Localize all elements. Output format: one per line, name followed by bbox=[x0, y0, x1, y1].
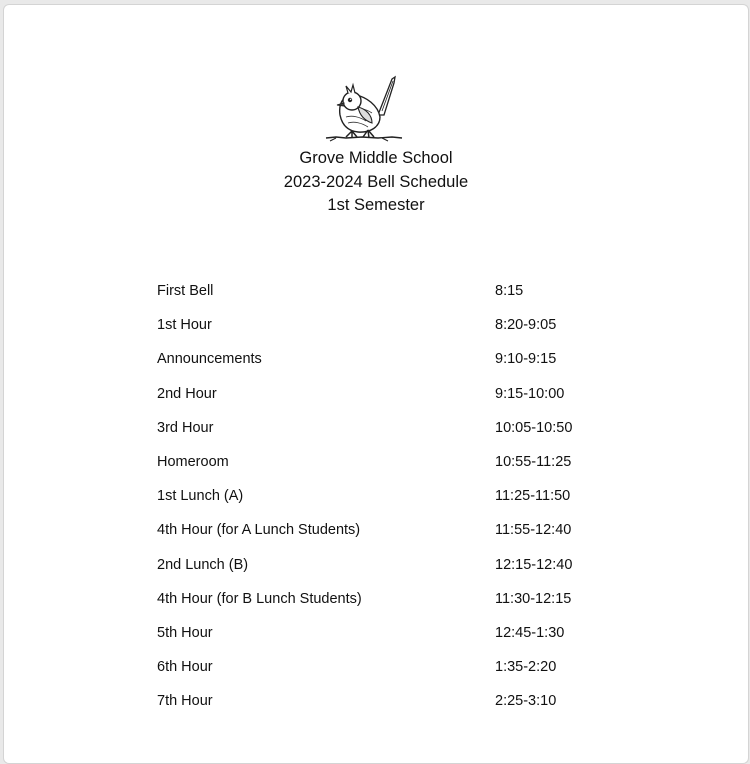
schedule-row bbox=[157, 623, 607, 657]
period-time: 8:15 bbox=[495, 283, 524, 299]
school-name: Grove Middle School bbox=[299, 149, 453, 167]
schedule-row bbox=[157, 452, 607, 486]
period-name: 4th Hour (for A Lunch Students) bbox=[157, 522, 361, 539]
period-name: 2nd Hour bbox=[157, 385, 217, 402]
schedule-row bbox=[157, 384, 607, 418]
schedule-row bbox=[157, 315, 607, 349]
period-name: 7th Hour bbox=[157, 693, 213, 710]
schedule-row bbox=[157, 555, 607, 589]
period-name: 4th Hour (for B Lunch Students) bbox=[157, 590, 362, 607]
schedule-row bbox=[157, 418, 607, 452]
bell-schedule-table bbox=[157, 281, 607, 725]
period-time: 12:45-1:30 bbox=[495, 624, 565, 641]
period-time: 11:30-12:15 bbox=[495, 590, 572, 607]
period-name: Announcements bbox=[157, 351, 262, 368]
period-name: 1st Lunch (A) bbox=[157, 488, 244, 505]
schedule-row bbox=[157, 281, 607, 315]
grove-mascot-bird-icon bbox=[322, 71, 408, 143]
schedule-row bbox=[157, 589, 607, 623]
schedule-row bbox=[157, 657, 607, 691]
semester-label: 1st Semester bbox=[327, 196, 425, 214]
period-name: First Bell bbox=[157, 283, 214, 299]
period-name: 1st Hour bbox=[157, 317, 212, 334]
period-name: 2nd Lunch (B) bbox=[157, 556, 249, 573]
schedule-row bbox=[157, 691, 607, 725]
period-name: 6th Hour bbox=[157, 659, 213, 676]
period-name: 5th Hour bbox=[157, 624, 213, 641]
period-name: 3rd Hour bbox=[157, 419, 214, 436]
schedule-row bbox=[157, 520, 607, 554]
period-time: 11:25-11:50 bbox=[495, 488, 571, 505]
document-page bbox=[3, 4, 749, 764]
period-time: 11:55-12:40 bbox=[495, 522, 572, 539]
period-time: 8:20-9:05 bbox=[495, 317, 557, 334]
period-time: 1:35-2:20 bbox=[495, 659, 557, 676]
period-time: 12:15-12:40 bbox=[495, 556, 573, 573]
schedule-row bbox=[157, 486, 607, 520]
period-time: 9:10-9:15 bbox=[495, 351, 557, 368]
period-time: 10:05-10:50 bbox=[495, 419, 573, 436]
schedule-row bbox=[157, 349, 607, 383]
period-time: 2:25-3:10 bbox=[495, 693, 557, 710]
period-time: 9:15-10:00 bbox=[495, 385, 565, 402]
period-time: 10:55-11:25 bbox=[495, 453, 572, 470]
period-name: Homeroom bbox=[157, 453, 229, 470]
schedule-title: 2023-2024 Bell Schedule bbox=[283, 173, 469, 191]
